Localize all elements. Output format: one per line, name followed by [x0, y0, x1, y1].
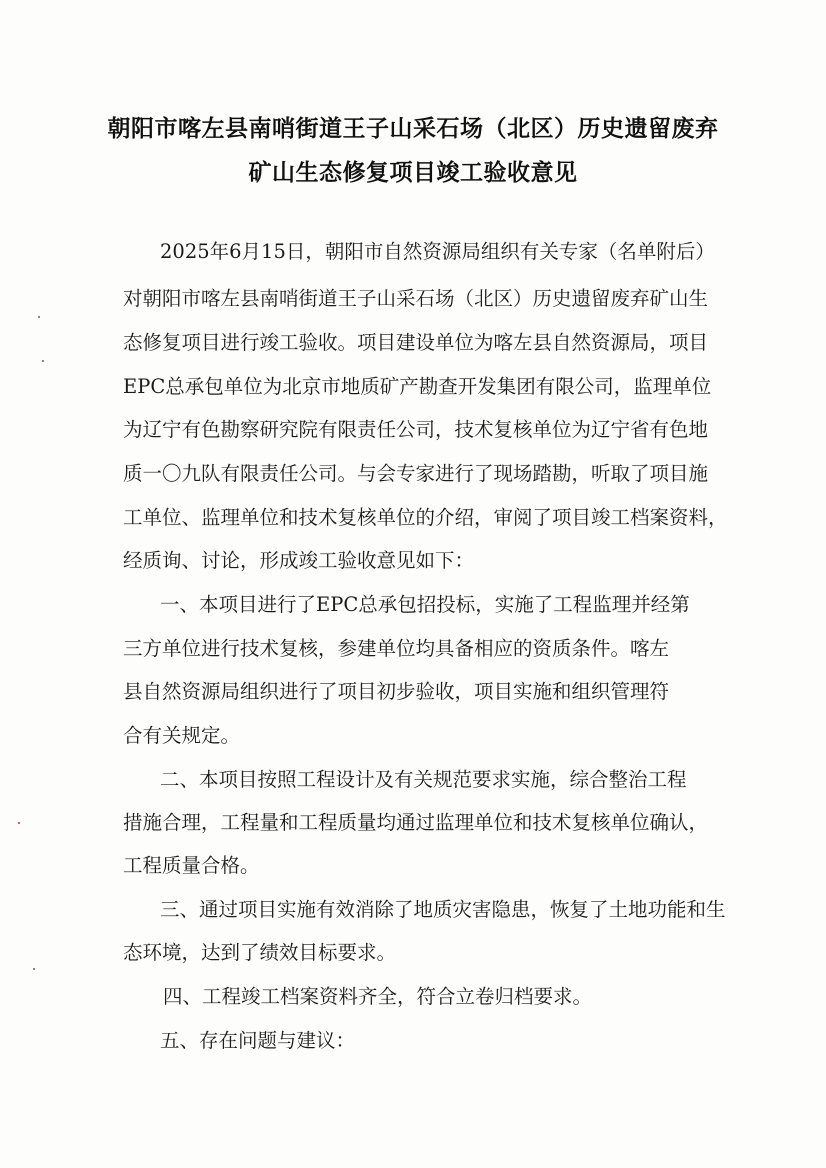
body-line: 合有关规定。 [123, 724, 241, 747]
scan-speck [33, 968, 35, 970]
body-line: EPC总承包单位为北京市地质矿产勘查开发集团有限公司，监理单位 [123, 375, 712, 398]
scan-speck [42, 360, 44, 362]
opinion-item-1: 一、本项目进行了EPC总承包招投标，实施了工程监理并经第 [160, 593, 690, 616]
body-line: 质一〇九队有限责任公司。与会专家进行了现场踏勘，听取了项目施 [123, 462, 709, 485]
body-line: 态修复项目进行竣工验收。项目建设单位为喀左县自然资源局，项目 [123, 331, 709, 354]
scan-speck [38, 316, 40, 318]
body-line: 工单位、监理单位和技术复核单位的介绍，审阅了项目竣工档案资料， [123, 506, 728, 529]
body-line: 措施合理，工程量和工程质量均通过监理单位和技术复核单位确认， [123, 811, 709, 834]
body-line: 三方单位进行技术复核，参建单位均具备相应的资质条件。喀左 [123, 637, 670, 660]
document-title-line-1: 朝阳市喀左县南哨街道王子山采石场（北区）历史遗留废弃 [107, 116, 719, 142]
opinion-item-3: 三、通过项目实施有效消除了地质灾害隐患，恢复了土地功能和生 [160, 898, 726, 921]
body-line: 县自然资源局组织进行了项目初步验收，项目实施和组织管理符 [123, 680, 670, 703]
body-line: 工程质量合格。 [123, 854, 260, 877]
scan-speck [18, 822, 20, 824]
body-line: 对朝阳市喀左县南哨街道王子山采石场（北区）历史遗留废弃矿山生 [123, 287, 709, 310]
body-line: 2025年6月15日，朝阳市自然资源局组织有关专家（名单附后） [160, 240, 715, 263]
opinion-item-2: 二、本项目按照工程设计及有关规范要求实施，综合整治工程 [160, 768, 687, 791]
body-line: 为辽宁有色勘察研究院有限责任公司，技术复核单位为辽宁省有色地 [123, 418, 709, 441]
opinion-item-4: 四、工程竣工档案资料齐全，符合立卷归档要求。 [163, 985, 593, 1008]
opinion-item-5: 五、存在问题与建议： [160, 1029, 356, 1052]
document-title-line-2: 矿山生态修复项目竣工验收意见 [248, 160, 578, 186]
body-line: 态环境，达到了绩效目标要求。 [123, 941, 397, 964]
body-line: 经质询、讨论，形成竣工验收意见如下： [123, 549, 475, 572]
